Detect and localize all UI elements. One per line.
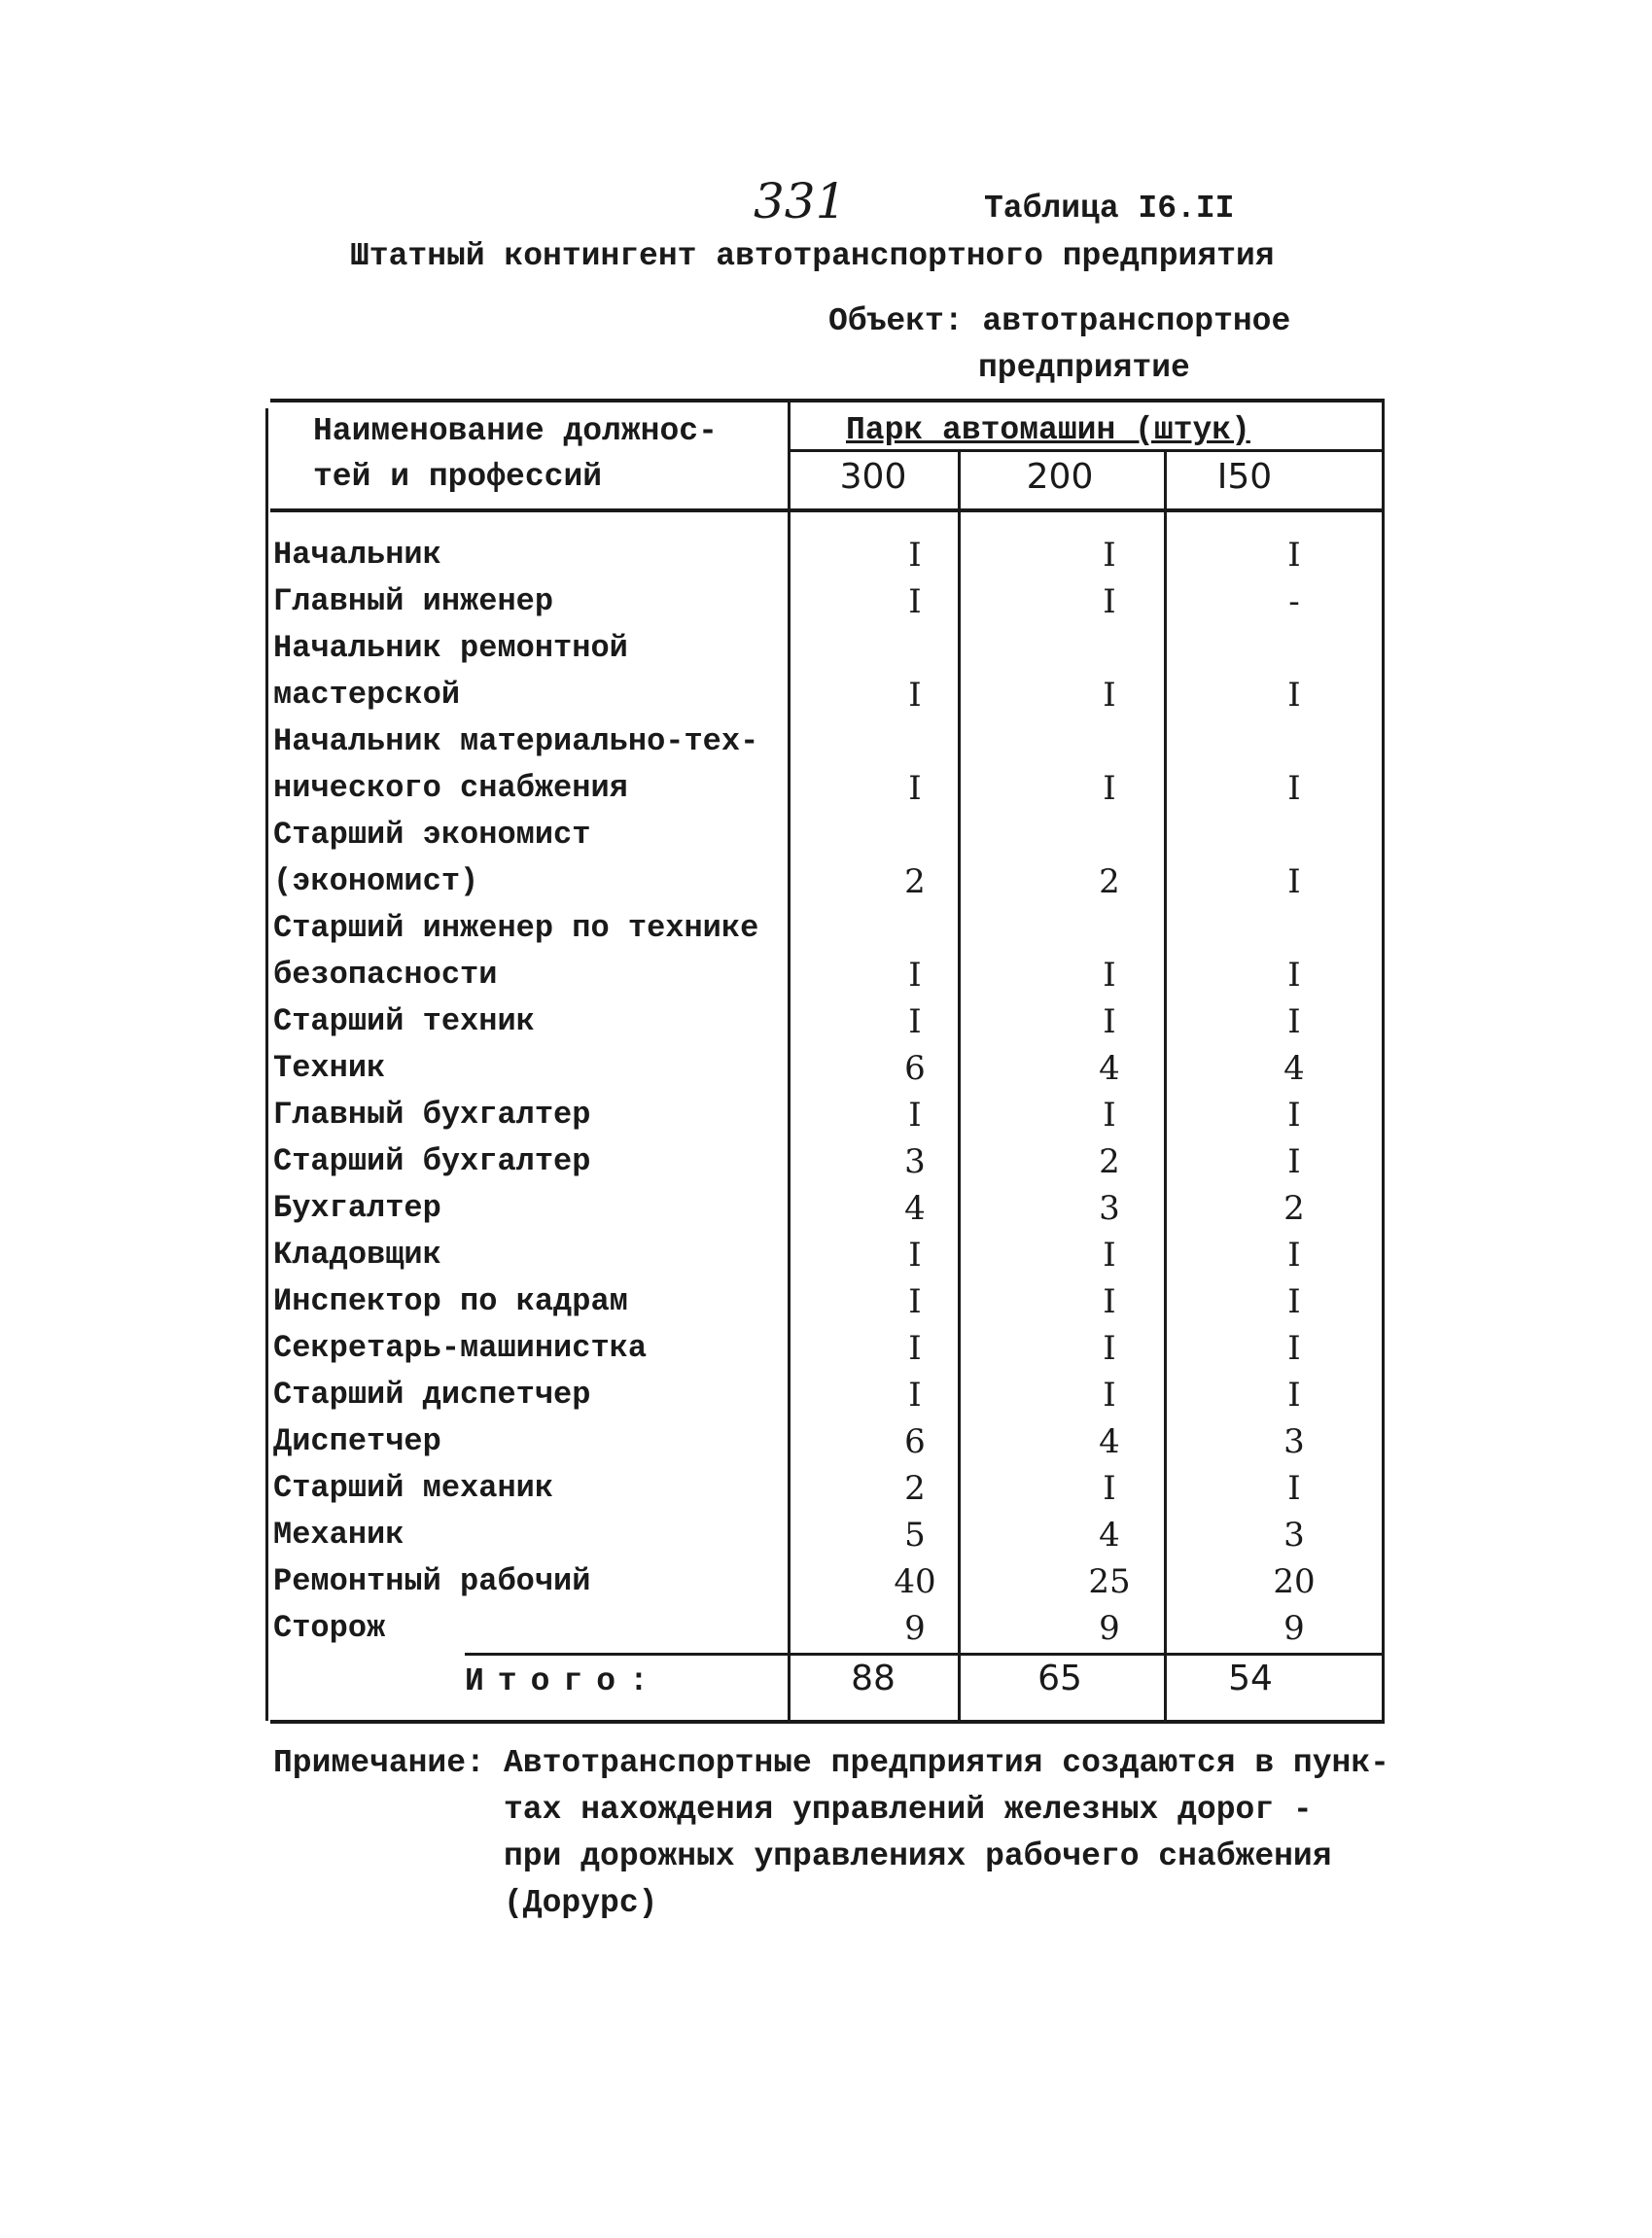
row-name-line: Начальник bbox=[273, 537, 441, 573]
cell-150: I bbox=[1287, 862, 1301, 901]
row-name-line: Главный бухгалтер bbox=[273, 1097, 591, 1133]
row-name bbox=[273, 1232, 441, 1278]
cell-150: I bbox=[1287, 676, 1301, 715]
cell-300: I bbox=[908, 769, 922, 808]
cell-200: I bbox=[1103, 582, 1116, 621]
cell-150: I bbox=[1287, 1236, 1301, 1275]
table-row bbox=[273, 625, 1385, 718]
cell-150: 9 bbox=[1283, 1609, 1305, 1648]
row-name-line: Техник bbox=[273, 1050, 386, 1086]
cell-150: 2 bbox=[1283, 1189, 1305, 1228]
cell-300: 6 bbox=[904, 1422, 926, 1461]
row-name-line: Секретарь-машинистка bbox=[273, 1330, 648, 1366]
cell-300: I bbox=[908, 676, 922, 715]
cell-300: 5 bbox=[904, 1516, 926, 1555]
total-top-border bbox=[465, 1653, 1385, 1656]
row-name-line: Диспетчер bbox=[273, 1423, 441, 1459]
cell-150: I bbox=[1287, 1469, 1301, 1508]
row-name bbox=[273, 1605, 385, 1652]
row-name-line: мастерской bbox=[273, 677, 461, 713]
row-name bbox=[273, 1325, 647, 1372]
row-name bbox=[273, 905, 758, 998]
object-line-1: Объект: автотранспортное bbox=[828, 303, 1291, 339]
row-name bbox=[273, 1278, 628, 1325]
cell-300: 3 bbox=[904, 1142, 926, 1181]
table-bottom-border bbox=[270, 1720, 1385, 1724]
cell-150: 3 bbox=[1283, 1516, 1305, 1555]
table-row bbox=[273, 998, 1385, 1045]
table-top-border bbox=[270, 399, 1385, 402]
row-name bbox=[273, 1045, 385, 1092]
row-name bbox=[273, 1418, 441, 1465]
table-row bbox=[273, 1465, 1385, 1512]
cell-200: I bbox=[1103, 769, 1116, 808]
table-row bbox=[273, 718, 1385, 812]
row-name-line: (экономист) bbox=[273, 863, 479, 899]
cell-150: I bbox=[1287, 1142, 1301, 1181]
cell-300: 6 bbox=[904, 1049, 926, 1088]
cell-150: I bbox=[1287, 1096, 1301, 1135]
table-row bbox=[273, 1092, 1385, 1138]
row-name-line: нического снабжения bbox=[273, 770, 628, 806]
row-name-line: Начальник материально-тех- bbox=[273, 723, 759, 759]
row-name bbox=[273, 998, 535, 1045]
header-bottom-border bbox=[270, 508, 1385, 512]
table-row bbox=[273, 532, 1385, 578]
column-header-200: 200 bbox=[1026, 457, 1094, 497]
row-name bbox=[273, 1185, 441, 1232]
row-name-line: Механик bbox=[273, 1517, 404, 1553]
cell-200: 9 bbox=[1099, 1609, 1120, 1648]
row-name bbox=[273, 625, 628, 718]
cell-150: I bbox=[1287, 1002, 1301, 1041]
cell-300: I bbox=[908, 956, 922, 995]
cell-150: I bbox=[1287, 1376, 1301, 1415]
note-line: тах нахождения управлений железных дорог - bbox=[504, 1792, 1313, 1828]
row-name bbox=[273, 1465, 553, 1512]
note-line: (Дорурс) bbox=[504, 1885, 658, 1921]
table-row bbox=[273, 1512, 1385, 1558]
row-name bbox=[273, 1092, 590, 1138]
cell-300: 40 bbox=[894, 1562, 936, 1601]
row-name-line: Старший экономист bbox=[273, 817, 591, 853]
row-name-line: Сторож bbox=[273, 1610, 386, 1646]
row-name-line: Инспектор по кадрам bbox=[273, 1283, 628, 1319]
cell-150: 20 bbox=[1273, 1562, 1316, 1601]
total-150: 54 bbox=[1228, 1659, 1273, 1698]
cell-200: 4 bbox=[1099, 1422, 1120, 1461]
table-body bbox=[273, 532, 1385, 1652]
cell-200: I bbox=[1103, 1282, 1116, 1321]
cell-300: I bbox=[908, 1376, 922, 1415]
row-name-line: Старший диспетчер bbox=[273, 1377, 591, 1413]
cell-300: 4 bbox=[904, 1189, 926, 1228]
table-title: Штатный контингент автотранспортного предприятия bbox=[350, 238, 1275, 274]
row-name-line: Старший техник bbox=[273, 1003, 535, 1039]
row-name-line: Бухгалтер bbox=[273, 1190, 441, 1226]
cell-300: I bbox=[908, 1096, 922, 1135]
cell-200: 4 bbox=[1099, 1049, 1120, 1088]
cell-300: 9 bbox=[904, 1609, 926, 1648]
table-row bbox=[273, 905, 1385, 998]
table-row bbox=[273, 1605, 1385, 1652]
cell-150: I bbox=[1287, 1282, 1301, 1321]
row-name bbox=[273, 812, 590, 905]
cell-200: I bbox=[1103, 1469, 1116, 1508]
table-row bbox=[273, 1372, 1385, 1418]
cell-150: 3 bbox=[1283, 1422, 1305, 1461]
row-name-line: Кладовщик bbox=[273, 1237, 441, 1273]
table-row bbox=[273, 1185, 1385, 1232]
row-name bbox=[273, 1372, 590, 1418]
cell-150: I bbox=[1287, 536, 1301, 575]
table-row bbox=[273, 1278, 1385, 1325]
table-row bbox=[273, 1045, 1385, 1092]
page-number: 331 bbox=[754, 173, 847, 229]
group-header: Парк автомашин (штук) bbox=[846, 412, 1250, 448]
name-header-line-2: тей и профессий bbox=[313, 459, 603, 495]
name-header-line-1: Наименование должнос- bbox=[313, 413, 718, 449]
object-line-2: предприятие bbox=[978, 350, 1190, 386]
group-header-underline bbox=[790, 449, 1385, 452]
row-name-line: Старший инженер по технике bbox=[273, 910, 759, 946]
cell-200: I bbox=[1103, 1096, 1116, 1135]
cell-200: 25 bbox=[1088, 1562, 1131, 1601]
row-name-line: безопасности bbox=[273, 957, 498, 993]
cell-200: 2 bbox=[1099, 862, 1120, 901]
cell-300: 2 bbox=[904, 862, 926, 901]
table-row bbox=[273, 1138, 1385, 1185]
row-name bbox=[273, 532, 441, 578]
note-line: при дорожных управлениях рабочего снабжения bbox=[504, 1838, 1332, 1874]
cell-150: 4 bbox=[1283, 1049, 1305, 1088]
row-name bbox=[273, 718, 758, 812]
cell-300: I bbox=[908, 1282, 922, 1321]
row-name bbox=[273, 578, 553, 625]
cell-200: I bbox=[1103, 1329, 1116, 1368]
total-200: 65 bbox=[1037, 1659, 1082, 1698]
cell-200: I bbox=[1103, 1002, 1116, 1041]
table-row bbox=[273, 1325, 1385, 1372]
cell-150: I bbox=[1287, 956, 1301, 995]
cell-150: - bbox=[1288, 582, 1300, 621]
table-row bbox=[273, 578, 1385, 625]
total-300: 88 bbox=[851, 1659, 896, 1698]
left-border bbox=[265, 408, 268, 1721]
row-name bbox=[273, 1558, 590, 1605]
cell-300: I bbox=[908, 582, 922, 621]
cell-150: I bbox=[1287, 1329, 1301, 1368]
cell-200: 3 bbox=[1099, 1189, 1120, 1228]
cell-300: I bbox=[908, 1236, 922, 1275]
cell-200: I bbox=[1103, 536, 1116, 575]
cell-200: I bbox=[1103, 956, 1116, 995]
cell-300: I bbox=[908, 1002, 922, 1041]
cell-200: 4 bbox=[1099, 1516, 1120, 1555]
table-row bbox=[273, 1418, 1385, 1465]
row-name-line: Главный инженер bbox=[273, 583, 554, 619]
table-row bbox=[273, 1232, 1385, 1278]
note-line: Автотранспортные предприятия создаются в пунк- bbox=[504, 1745, 1389, 1781]
cell-150: I bbox=[1287, 769, 1301, 808]
row-name-line: Ремонтный рабочий bbox=[273, 1563, 591, 1599]
row-name bbox=[273, 1512, 404, 1558]
cell-300: I bbox=[908, 1329, 922, 1368]
column-header-300: 300 bbox=[839, 457, 907, 497]
row-name-line: Старший бухгалтер bbox=[273, 1143, 591, 1179]
cell-200: I bbox=[1103, 676, 1116, 715]
row-name-line: Начальник ремонтной bbox=[273, 630, 628, 666]
total-label: Итого: bbox=[465, 1663, 662, 1699]
cell-300: 2 bbox=[904, 1469, 926, 1508]
table-label: Таблица I6.II bbox=[984, 191, 1235, 227]
note-label: Примечание: bbox=[273, 1745, 485, 1781]
column-header-150: I50 bbox=[1216, 457, 1273, 497]
cell-200: I bbox=[1103, 1236, 1116, 1275]
table-row bbox=[273, 812, 1385, 905]
row-name-line: Старший механик bbox=[273, 1470, 554, 1506]
cell-200: 2 bbox=[1099, 1142, 1120, 1181]
cell-200: I bbox=[1103, 1376, 1116, 1415]
table-row bbox=[273, 1558, 1385, 1605]
row-name bbox=[273, 1138, 590, 1185]
cell-300: I bbox=[908, 536, 922, 575]
